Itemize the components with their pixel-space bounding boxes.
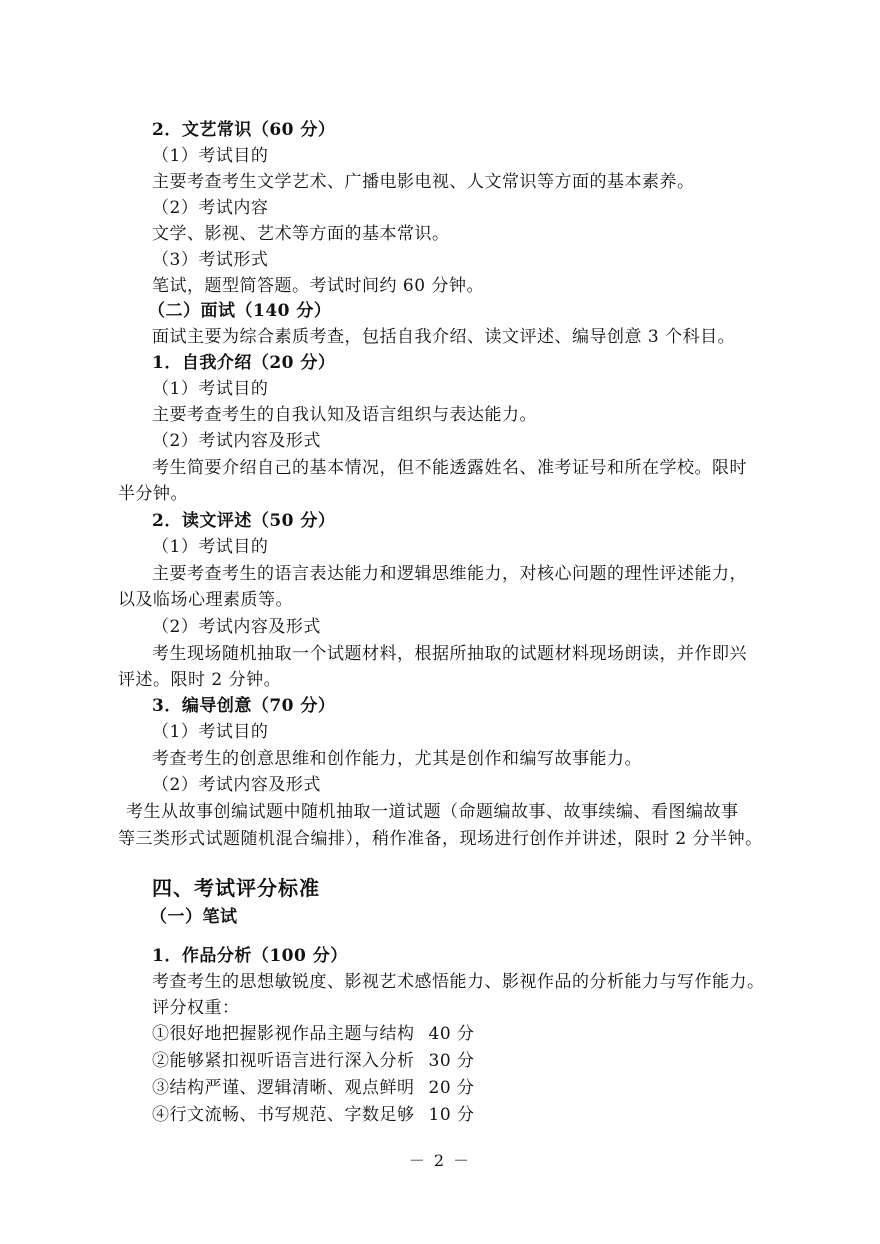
weight-row (152, 1021, 475, 1047)
weight-row (152, 1102, 475, 1128)
section-heading-reading-review: 2．读文评述（50 分） (152, 511, 336, 531)
section-heading-interview: （二）面试（140 分） (148, 301, 332, 321)
paragraph-continuation: 以及临场心理素质等。 (118, 590, 293, 610)
section-heading-self-intro: 1．自我介绍（20 分） (152, 353, 336, 373)
page-number: － 2 － (408, 1151, 472, 1170)
paragraph: 考生简要介绍自己的基本情况，但不能透露姓名、准考证号和所在学校。限时 (152, 458, 747, 478)
subheading-exam-purpose: （1）考试目的 (152, 146, 269, 166)
weight-row (152, 1048, 475, 1074)
subheading-exam-purpose: （1）考试目的 (152, 379, 269, 399)
paragraph: 文学、影视、艺术等方面的基本常识。 (152, 224, 450, 244)
paragraph: 主要考查考生文学艺术、广播电影电视、人文常识等方面的基本素养。 (152, 172, 695, 192)
subheading-exam-purpose: （1）考试目的 (152, 537, 269, 557)
subheading-content-format: （2）考试内容及形式 (152, 617, 321, 637)
subheading-content-format: （2）考试内容及形式 (152, 775, 321, 795)
weights-label: 评分权重： (152, 998, 240, 1018)
section-heading-written-exam: （一）笔试 (150, 907, 238, 927)
paragraph: 面试主要为综合素质考查，包括自我介绍、读文评述、编导创意 3 个科目。 (152, 327, 736, 347)
subheading-exam-content: （2）考试内容 (152, 198, 269, 218)
section-heading-literature-arts: 2．文艺常识（60 分） (152, 120, 336, 140)
weight-score: 20 分 (428, 1078, 475, 1098)
paragraph: 考生现场随机抽取一个试题材料，根据所抽取的试题材料现场朗读，并作即兴 (152, 644, 747, 664)
section-heading-work-analysis: 1．作品分析（100 分） (152, 946, 348, 966)
paragraph: 主要考查考生的语言表达能力和逻辑思维能力，对核心问题的理性评述能力， (152, 564, 747, 584)
section-heading-directing-creativity: 3．编导创意（70 分） (152, 696, 336, 716)
weight-criterion: ④行文流畅、书写规范、字数足够 (152, 1105, 415, 1125)
paragraph: 笔试，题型简答题。考试时间约 60 分钟。 (152, 276, 484, 296)
weight-score: 30 分 (428, 1051, 475, 1071)
subheading-exam-purpose: （1）考试目的 (152, 722, 269, 742)
paragraph-continuation: 等三类形式试题随机混合编排），稍作准备，现场进行创作并讲述，限时 2 分半钟。 (118, 829, 763, 849)
paragraph-continuation: 半分钟。 (118, 484, 188, 504)
chapter-heading-scoring-standards: 四、考试评分标准 (152, 876, 320, 900)
weight-row (152, 1075, 475, 1101)
paragraph: 考查考生的创意思维和创作能力，尤其是创作和编写故事能力。 (152, 749, 642, 769)
weight-criterion: ②能够紧扣视听语言进行深入分析 (152, 1051, 415, 1071)
paragraph: 主要考查考生的自我认知及语言组织与表达能力。 (152, 405, 537, 425)
subheading-exam-format: （3）考试形式 (152, 250, 269, 270)
paragraph: 考生从故事创编试题中随机抽取一道试题（命题编故事、故事续编、看图编故事 (126, 802, 739, 822)
weight-criterion: ①很好地把握影视作品主题与结构 (152, 1024, 415, 1044)
weight-score: 40 分 (428, 1024, 475, 1044)
weight-criterion: ③结构严谨、逻辑清晰、观点鲜明 (152, 1078, 415, 1098)
paragraph-continuation: 评述。限时 2 分钟。 (118, 670, 282, 690)
paragraph: 考查考生的思想敏锐度、影视艺术感悟能力、影视作品的分析能力与写作能力。 (152, 972, 765, 992)
weight-score: 10 分 (428, 1105, 475, 1125)
subheading-content-format: （2）考试内容及形式 (152, 431, 321, 451)
